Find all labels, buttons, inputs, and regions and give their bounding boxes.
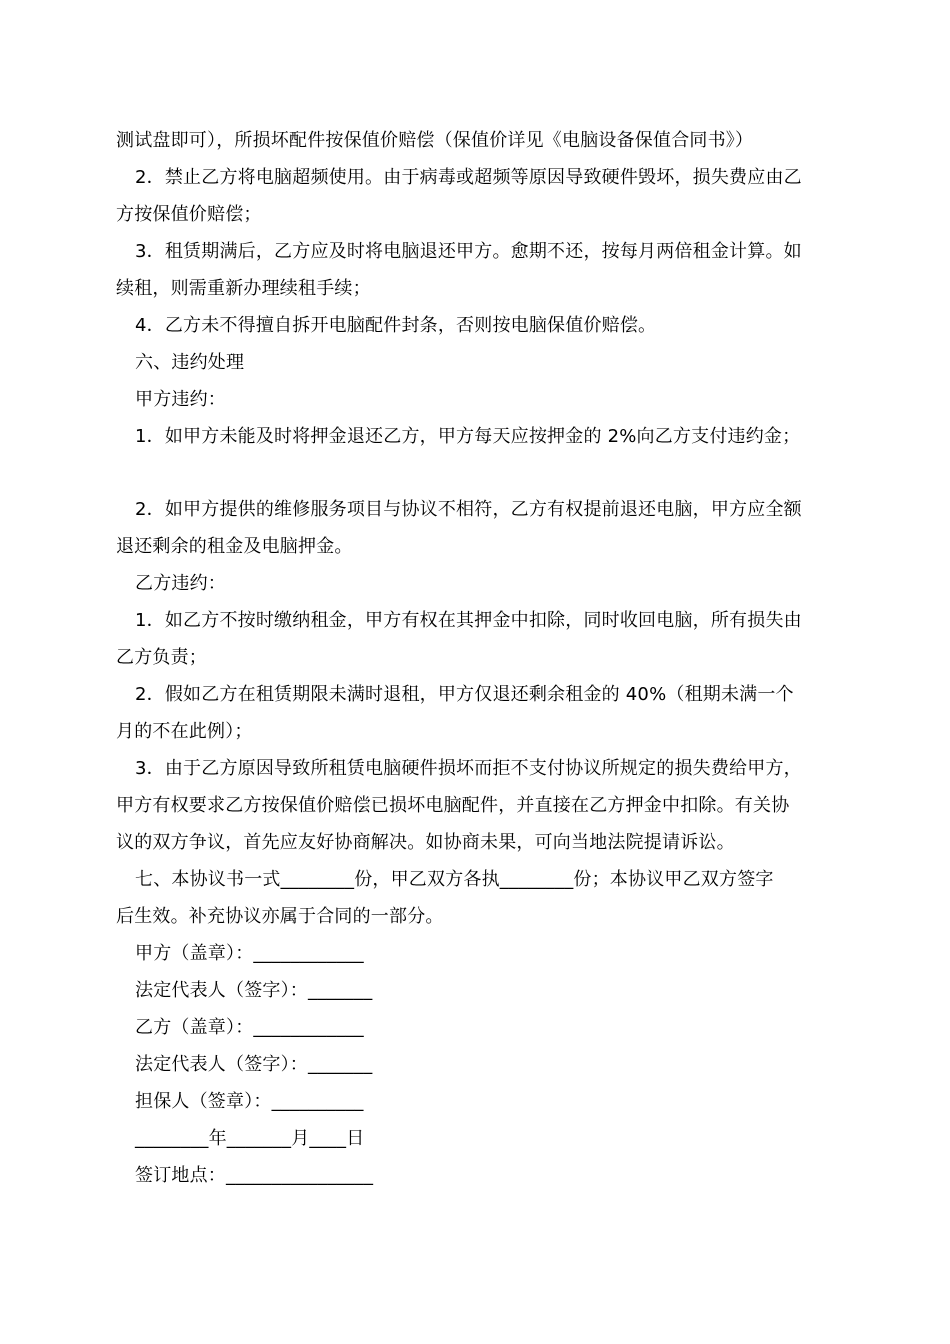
text-line: 月的不在此例）； xyxy=(116,721,253,742)
signing-location-field: 签订地点：________________ xyxy=(135,1165,374,1186)
document-body xyxy=(116,122,836,1194)
clause-2-line: 2．禁止乙方将电脑超频使用。由于病毒或超频等原因导致硬件毁坏，损失费应由乙 xyxy=(135,167,802,188)
party-a-clause-2: 2．如甲方提供的维修服务项目与协议不相符，乙方有权提前退还电脑，甲方应全额 xyxy=(135,499,802,520)
party-a-breach-heading: 甲方违约： xyxy=(135,389,226,410)
party-b-breach-heading: 乙方违约： xyxy=(135,573,226,594)
date-field: ________年_______月____日 xyxy=(135,1128,365,1149)
section-heading-copies: 七、本协议书一式________份，甲乙双方各执________份；本协议甲乙双方签字 xyxy=(135,869,774,890)
text-line: 甲方有权要求乙方按保值价赔偿已损坏电脑配件，并直接在乙方押金中扣除。有关协 xyxy=(116,795,790,816)
party-b-seal-field: 乙方（盖章）：____________ xyxy=(135,1017,364,1038)
party-b-clause-2: 2．假如乙方在租赁期限未满时退租，甲方仅退还剩余租金的 40%（租期未满一个 xyxy=(135,684,794,705)
text-line: 续租，则需重新办理续租手续； xyxy=(116,278,371,299)
guarantor-field: 担保人（签章）：__________ xyxy=(135,1091,364,1112)
party-a-seal-field: 甲方（盖章）：____________ xyxy=(135,943,364,964)
text-line: 乙方负责； xyxy=(116,647,207,668)
party-b-clause-1: 1．如乙方不按时缴纳租金，甲方有权在其押金中扣除，同时收回电脑，所有损失由 xyxy=(135,610,802,631)
paragraph-gap xyxy=(116,455,836,491)
party-a-clause-1: 1．如甲方未能及时将押金退还乙方，甲方每天应按押金的 2%向乙方支付违约金； xyxy=(135,426,801,447)
text-line: 方按保值价赔偿； xyxy=(116,204,262,225)
text-line: 测试盘即可），所损坏配件按保值价赔偿（保值价详见《电脑设备保值合同书》） xyxy=(116,130,754,151)
party-b-representative-field: 法定代表人（签字）：_______ xyxy=(135,1054,373,1075)
party-a-representative-field: 法定代表人（签字）：_______ xyxy=(135,980,373,1001)
text-line: 议的双方争议，首先应友好协商解决。如协商未果，可向当地法院提请诉讼。 xyxy=(116,832,735,853)
party-b-clause-3: 3．由于乙方原因导致所租赁电脑硬件损坏而拒不支付协议所规定的损失费给甲方， xyxy=(135,758,802,779)
text-line: 退还剩余的租金及电脑押金。 xyxy=(116,536,353,557)
section-heading-breach: 六、违约处理 xyxy=(135,352,245,373)
clause-4-line: 4．乙方未不得擅自拆开电脑配件封条，否则按电脑保值价赔偿。 xyxy=(135,315,657,336)
text-line: 后生效。补充协议亦属于合同的一部分。 xyxy=(116,906,444,927)
clause-3-line: 3．租赁期满后，乙方应及时将电脑退还甲方。愈期不还，按每月两倍租金计算。如 xyxy=(135,241,802,262)
